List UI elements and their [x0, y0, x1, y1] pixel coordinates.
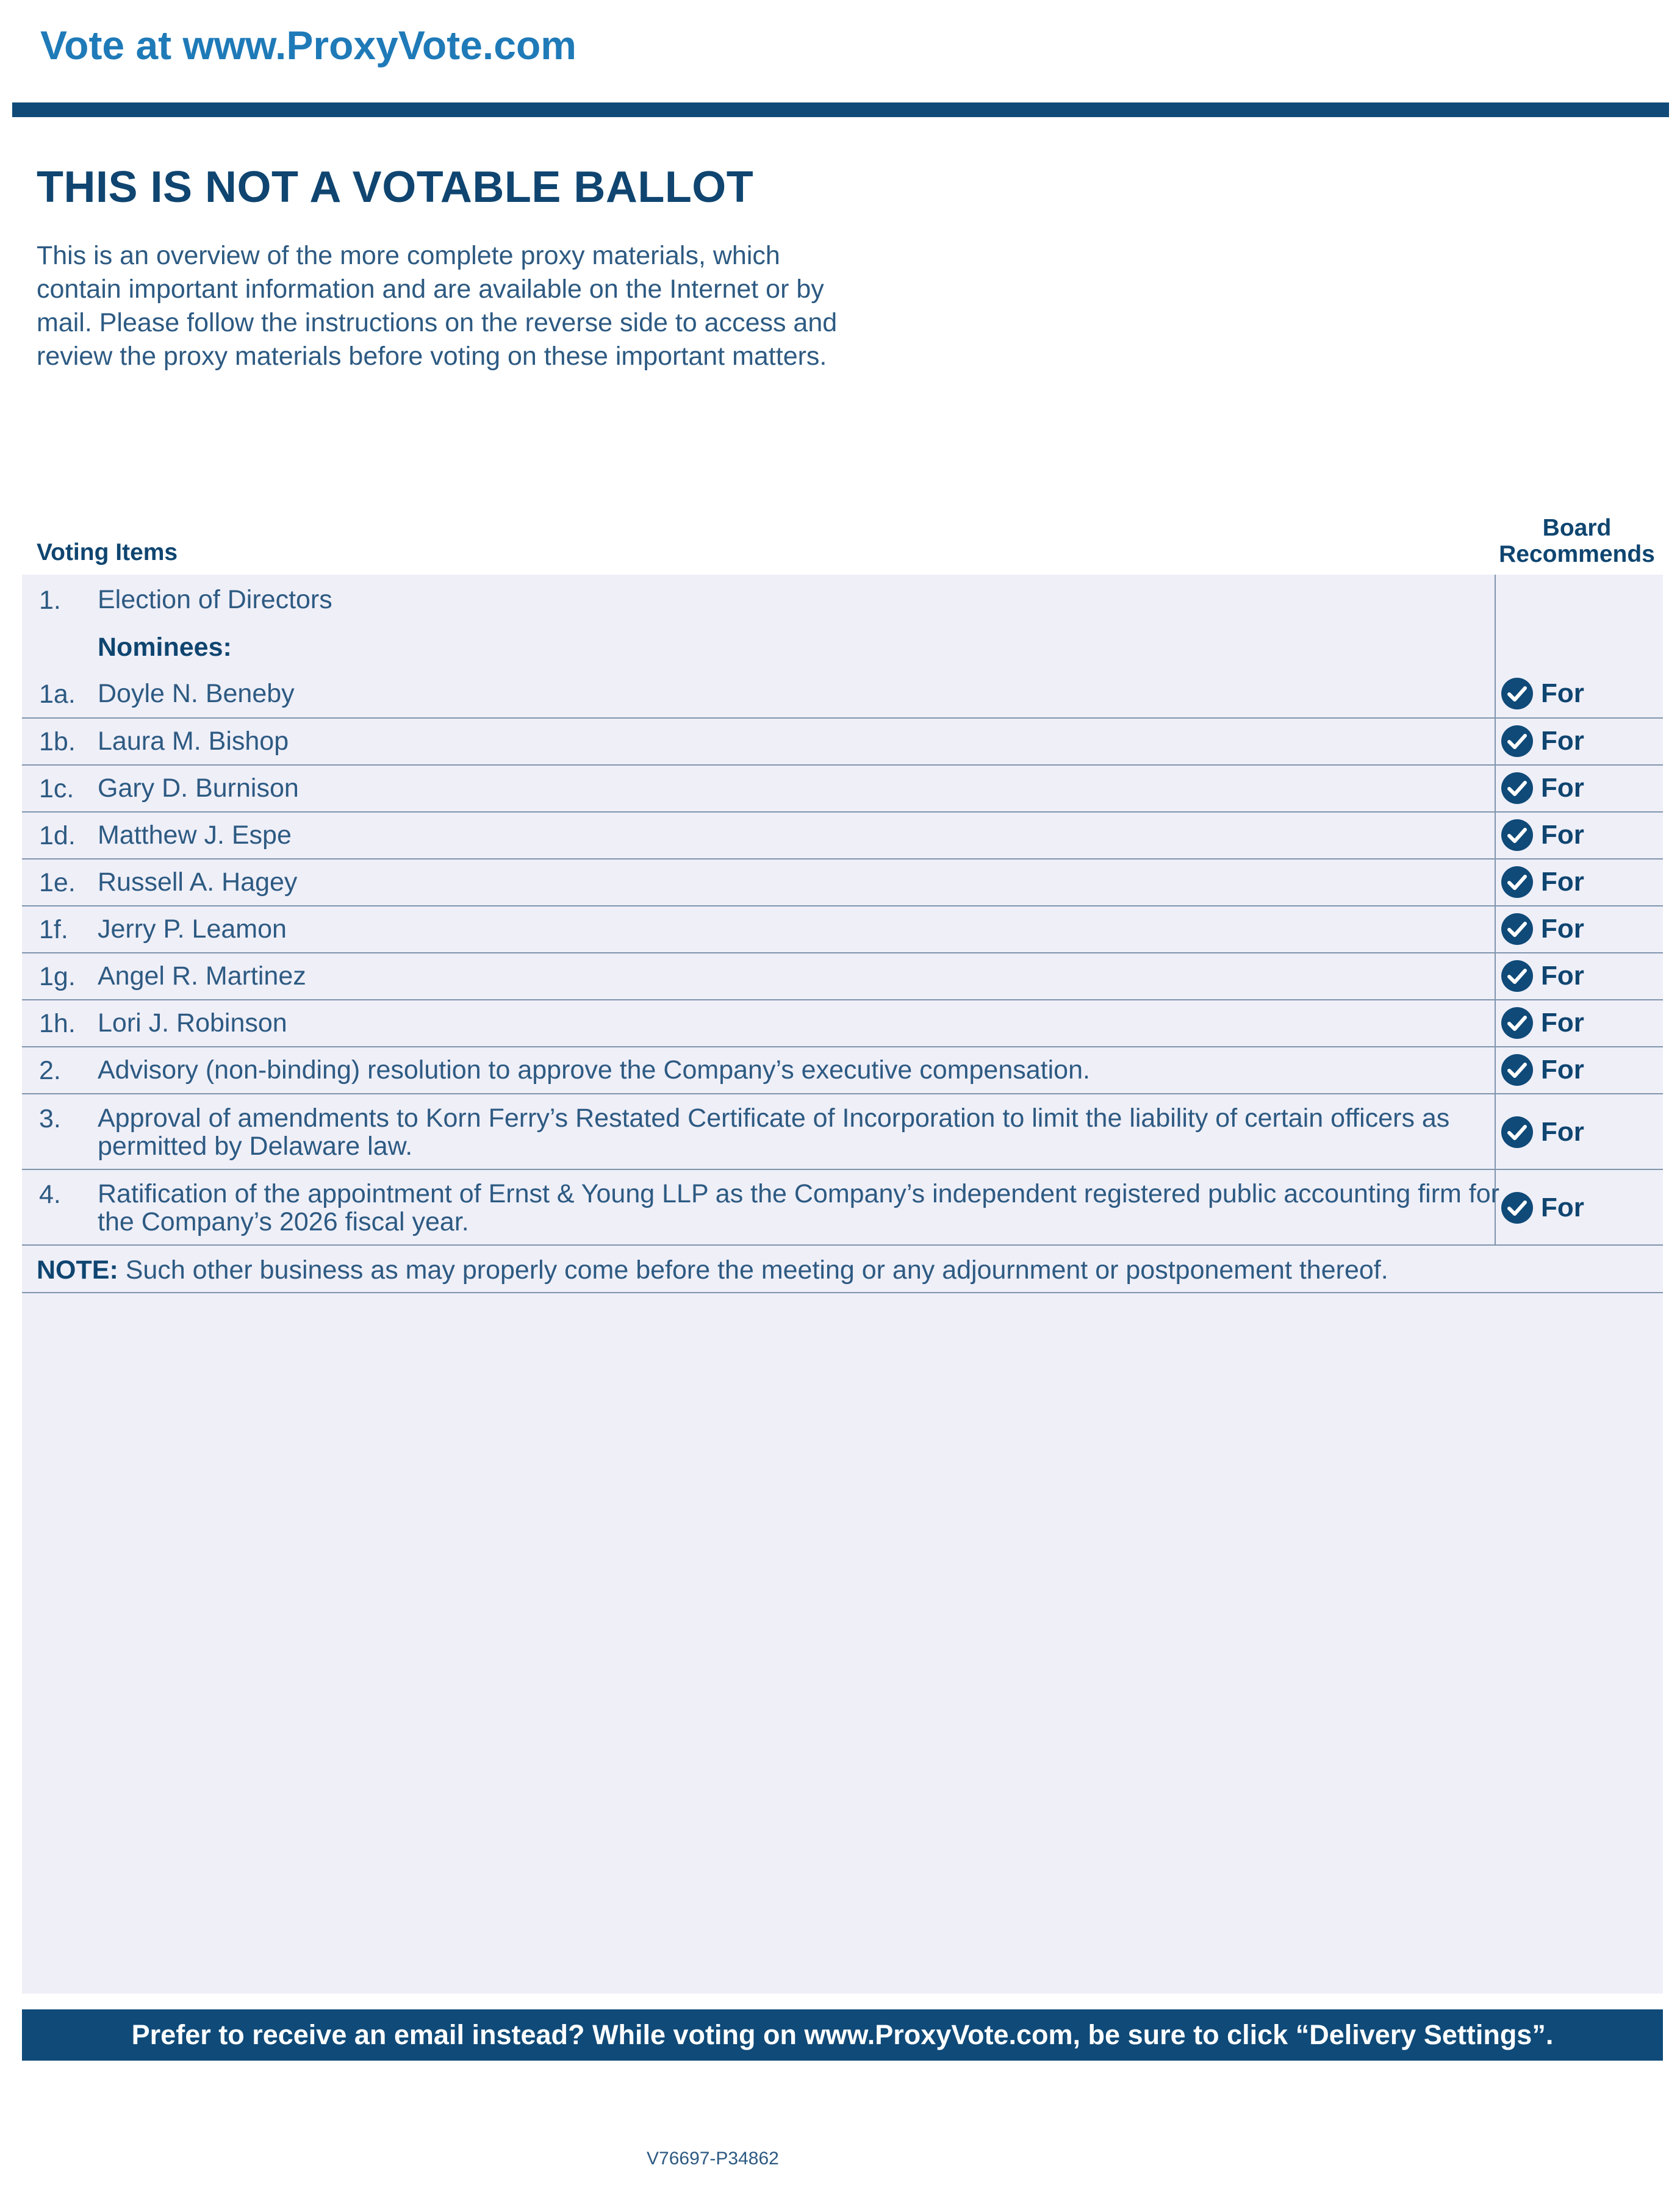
nominee-name: Russell A. Hagey [98, 867, 298, 897]
nominee-name: Gary D. Burnison [98, 773, 299, 803]
board-recommends-header [1488, 515, 1665, 567]
proposal-text: Advisory (non-binding) resolution to approve the Company’s executive compensation. [98, 1055, 1090, 1085]
recommendation-label: For [1541, 961, 1584, 991]
nominee-name: Lori J. Robinson [98, 1008, 287, 1038]
recommendation-for [1501, 1116, 1584, 1149]
check-circle-icon [1501, 1053, 1534, 1086]
page-title: THIS IS NOT A VOTABLE BALLOT [37, 163, 754, 212]
nominee-name: Jerry P. Leamon [98, 914, 287, 944]
recommendation-for [1501, 772, 1584, 805]
voting-items-header: Voting Items [37, 539, 178, 565]
nominee-row [22, 813, 1663, 860]
recommendation-label: For [1541, 867, 1584, 897]
check-circle-icon [1501, 677, 1534, 710]
recommendation-label: For [1541, 678, 1584, 708]
check-circle-icon [1501, 772, 1534, 805]
item-text: Election of Directors [98, 585, 332, 614]
check-circle-icon [1501, 1191, 1534, 1224]
recommendation-for [1501, 960, 1584, 992]
item-election-row [22, 575, 1663, 623]
proposal-text: Ratification of the appointment of Ernst & Young LLP as the Company’s independent registered public accounting firm for the Company’s 2026 fiscal year. [98, 1179, 1499, 1236]
nominee-name: Matthew J. Espe [98, 820, 292, 850]
nominees-label-row [22, 623, 1663, 662]
recommendation-label: For [1541, 914, 1584, 944]
nominee-row [22, 953, 1663, 1000]
recommendation-for [1501, 1053, 1584, 1086]
nominee-row [22, 719, 1663, 766]
recommendation-for [1501, 725, 1584, 758]
nominee-number: 1d. [39, 821, 76, 850]
note-row [22, 1246, 1663, 1293]
intro-paragraph: This is an overview of the more complete proxy materials, which contain important information and are available on the Internet or by mail. Please follow the instructions on the reverse side to access and review the proxy materials before voting on these important matters. [37, 241, 838, 371]
recommendation-for [1501, 677, 1584, 710]
proposal-row [22, 1170, 1663, 1246]
recommendation-for [1501, 866, 1584, 899]
nominee-number: 1b. [39, 727, 76, 756]
recommendation-label: For [1541, 1117, 1584, 1147]
recommendation-for [1501, 1191, 1584, 1224]
nominee-row [22, 860, 1663, 906]
check-circle-icon [1501, 819, 1534, 852]
nominee-name: Angel R. Martinez [98, 961, 306, 991]
footer-banner [22, 2009, 1663, 2061]
check-circle-icon [1501, 725, 1534, 758]
footer-text: Prefer to receive an email instead? While voting on www.ProxyVote.com, be sure to click “Delivery Settings”. [131, 2019, 1554, 2050]
check-circle-icon [1501, 913, 1534, 946]
proposal-row [22, 1047, 1663, 1094]
nominee-number: 1f. [39, 915, 68, 944]
recommendation-label: For [1541, 1055, 1584, 1085]
recommendation-label: For [1541, 1008, 1584, 1038]
nominee-number: 1a. [39, 680, 76, 709]
nominee-number: 1g. [39, 962, 76, 991]
proxyvote-link[interactable]: Vote at www.ProxyVote.com [40, 23, 576, 68]
header-divider-bar [12, 102, 1669, 117]
check-circle-icon [1501, 1116, 1534, 1149]
proposal-row [22, 1094, 1663, 1170]
recommendation-for [1501, 1007, 1584, 1039]
recommendation-label: For [1541, 726, 1584, 756]
recommendation-label: For [1541, 1193, 1584, 1222]
nominee-name: Laura M. Bishop [98, 727, 289, 756]
board-header-line1: Board [1542, 515, 1612, 541]
item-number: 1. [39, 586, 61, 615]
nominee-name: Doyle N. Beneby [98, 679, 295, 708]
recommendation-label: For [1541, 820, 1584, 850]
nominee-row [22, 766, 1663, 813]
note-body: Such other business as may properly come before the meeting or any adjournment or postponement thereof. [118, 1255, 1388, 1285]
check-circle-icon [1501, 866, 1534, 899]
note-text [37, 1255, 1388, 1285]
proposal-number: 2. [39, 1056, 61, 1085]
nominee-row [22, 671, 1663, 719]
recommendation-for [1501, 913, 1584, 946]
document-code: V76697-P34862 [647, 2148, 779, 2169]
nominee-number: 1e. [39, 868, 76, 897]
proposal-text: Approval of amendments to Korn Ferry’s Restated Certificate of Incorporation to limit the liability of certain officers as permitted by Delaware law. [98, 1104, 1450, 1161]
proposal-number: 3. [39, 1104, 61, 1133]
nominee-number: 1c. [39, 774, 74, 803]
nominee-row [22, 906, 1663, 953]
proposal-number: 4. [39, 1180, 61, 1209]
nominee-row [22, 1000, 1663, 1047]
check-circle-icon [1501, 1007, 1534, 1039]
recommendation-label: For [1541, 773, 1584, 803]
check-circle-icon [1501, 960, 1534, 992]
recommendation-for [1501, 819, 1584, 852]
board-header-line2: Recommends [1499, 541, 1655, 567]
nominees-label: Nominees: [98, 633, 232, 662]
note-label: NOTE: [37, 1255, 118, 1285]
nominee-number: 1h. [39, 1009, 76, 1038]
